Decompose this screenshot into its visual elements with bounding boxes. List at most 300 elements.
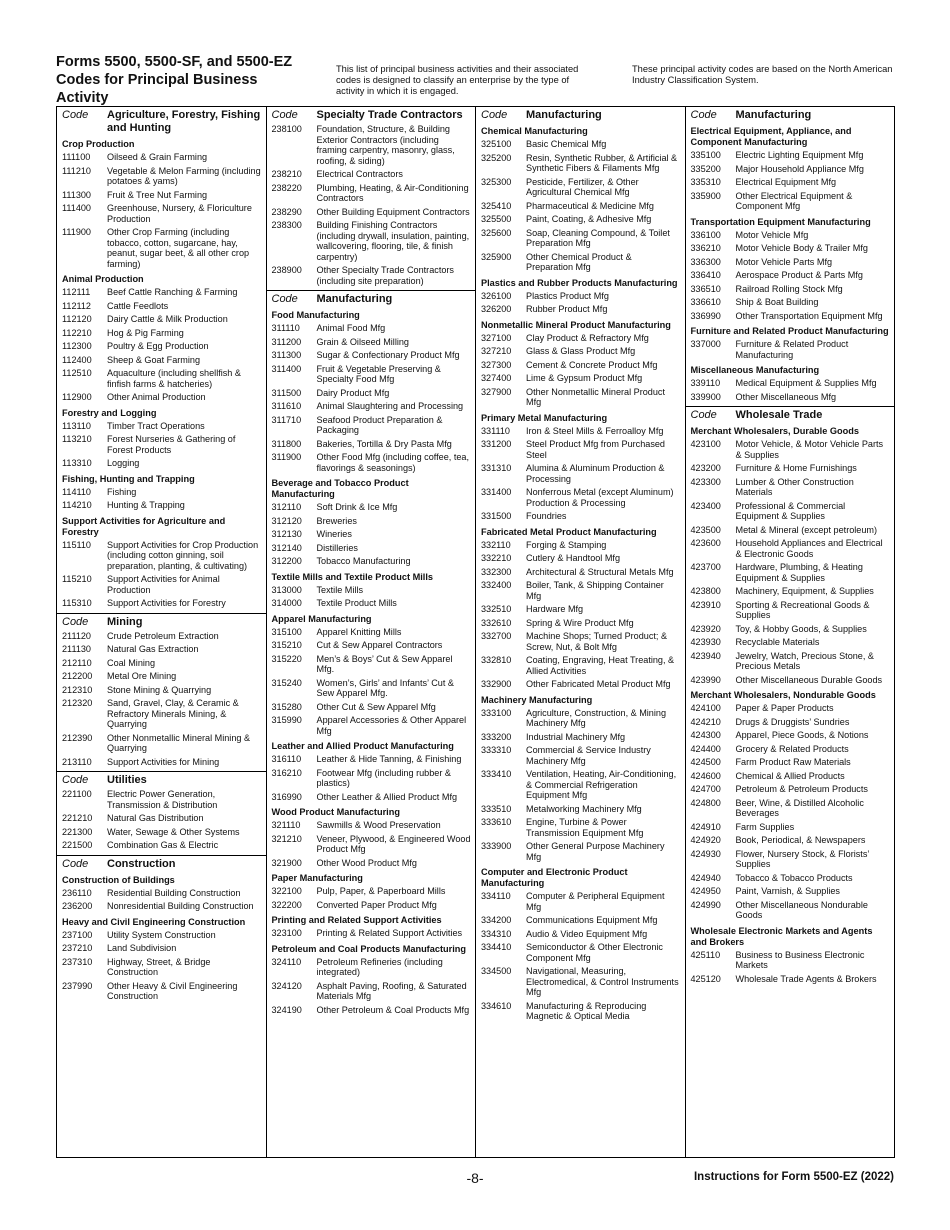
activity-description: Major Household Appliance Mfg xyxy=(735,163,864,174)
code-row xyxy=(57,189,266,203)
activity-description: Clay Product & Refractory Mfg xyxy=(526,332,649,343)
activity-code: 311610 xyxy=(271,401,302,411)
code-row xyxy=(57,812,266,826)
activity-description: Sugar & Confectionary Product Mfg xyxy=(316,350,460,360)
activity-code: 311500 xyxy=(271,387,302,398)
code-row xyxy=(686,797,895,821)
column-2 xyxy=(267,107,477,1157)
activity-code: 333900 xyxy=(481,841,512,851)
activity-code: 322200 xyxy=(271,899,302,910)
activity-code: 423200 xyxy=(690,463,721,473)
code-row xyxy=(267,767,476,791)
activity-description: Hunting & Trapping xyxy=(107,500,185,510)
code-row xyxy=(686,524,895,538)
code-row xyxy=(476,462,685,486)
activity-description: Sheep & Goat Farming xyxy=(107,354,201,365)
column-3 xyxy=(476,107,686,1157)
activity-code: 112400 xyxy=(62,354,92,365)
activity-code: 423600 xyxy=(690,538,721,548)
activity-description: Other Nonmetallic Mineral Mining & Quarrying xyxy=(107,732,251,753)
activity-code: 424950 xyxy=(690,886,721,896)
activity-description: Furniture & Related Product Manufacturing xyxy=(735,339,849,360)
activity-description: Agriculture, Construction, & Mining Machinery Mfg xyxy=(526,707,667,728)
activity-code: 112510 xyxy=(62,368,92,378)
code-row xyxy=(267,206,476,220)
activity-code: 424400 xyxy=(690,743,721,754)
group-heading: Apparel Manufacturing xyxy=(271,613,372,624)
activity-description: Drugs & Druggists’ Sundries xyxy=(735,716,850,727)
activity-code: 315990 xyxy=(271,715,302,725)
code-row xyxy=(686,537,895,561)
code-column-label: Code xyxy=(62,857,89,870)
code-row xyxy=(686,729,895,743)
group-heading: Primary Metal Manufacturing xyxy=(481,412,608,423)
activity-code: 326100 xyxy=(481,290,512,301)
activity-code: 311300 xyxy=(271,350,302,360)
activity-code: 236200 xyxy=(62,901,93,911)
activity-code: 423920 xyxy=(690,623,721,634)
activity-description: Household Appliances and Electrical & Electronic Goods xyxy=(735,538,883,559)
activity-description: Coal Mining xyxy=(107,657,156,668)
activity-description: Timber Tract Operations xyxy=(107,420,205,431)
code-row xyxy=(476,630,685,654)
code-row xyxy=(267,927,476,941)
section-title: Mining xyxy=(107,615,143,628)
code-row xyxy=(267,555,476,569)
activity-description: Cut & Sew Apparel Contractors xyxy=(316,640,443,650)
activity-description: Chemical & Allied Products xyxy=(735,770,845,781)
section-title: Manufacturing xyxy=(526,109,602,121)
code-row xyxy=(686,743,895,757)
activity-description: Natural Gas Distribution xyxy=(107,813,204,823)
industry-section xyxy=(686,107,895,407)
activity-code: 326200 xyxy=(481,304,512,314)
code-row xyxy=(57,929,266,943)
group-heading: Printing and Related Support Activities xyxy=(271,915,442,925)
activity-code: 312200 xyxy=(271,556,302,566)
activity-code: 315280 xyxy=(271,701,302,712)
activity-code: 336100 xyxy=(690,229,721,240)
activity-code: 331110 xyxy=(481,425,510,436)
activity-description: Tobacco Manufacturing xyxy=(316,556,411,566)
code-row xyxy=(267,885,476,899)
activity-description: Motor Vehicle Parts Mfg xyxy=(735,256,833,267)
code-row xyxy=(57,202,266,226)
activity-code: 221100 xyxy=(62,789,92,799)
code-row xyxy=(476,731,685,745)
code-row xyxy=(267,653,476,677)
code-row xyxy=(476,303,685,317)
activity-description: Footwear Mfg (including rubber & plastics) xyxy=(316,767,451,788)
code-row xyxy=(686,636,895,650)
activity-description: Vegetable & Melon Farming (including potatoes & yams) xyxy=(107,165,261,186)
code-row xyxy=(57,980,266,1004)
code-row xyxy=(57,499,266,513)
activity-description: Sawmills & Wood Preservation xyxy=(316,820,441,830)
activity-description: Other Heavy & Civil Engineering Construction xyxy=(107,980,238,1001)
code-row xyxy=(57,340,266,354)
code-row xyxy=(476,552,685,566)
activity-description: Electric Lighting Equipment Mfg xyxy=(735,150,864,160)
code-row xyxy=(57,887,266,901)
code-row xyxy=(686,949,895,973)
group-heading: Beverage and Tobacco Product Manufacturing xyxy=(271,478,409,499)
activity-code: 423800 xyxy=(690,586,721,596)
activity-description: Hardware, Plumbing, & Heating Equipment & Supplies xyxy=(735,562,863,583)
code-row xyxy=(267,515,476,529)
activity-code: 238220 xyxy=(271,182,302,193)
activity-code: 322100 xyxy=(271,886,302,896)
activity-code: 423500 xyxy=(690,524,721,535)
group-heading: Textile Mills and Textile Product Mills xyxy=(271,571,433,582)
activity-description: Ventilation, Heating, Air-Conditioning, & Commercial Refrigeration Equipment Mfg xyxy=(526,769,677,800)
section-title: Wholesale Trade xyxy=(735,409,823,421)
activity-code: 336610 xyxy=(690,297,721,307)
code-column-label: Code xyxy=(271,109,298,121)
activity-code: 213110 xyxy=(62,756,92,767)
activity-description: Electrical Equipment Mfg xyxy=(735,177,837,187)
code-row xyxy=(686,163,895,177)
activity-description: Other Building Equipment Contractors xyxy=(316,206,470,217)
code-row xyxy=(57,354,266,368)
code-row xyxy=(476,290,685,304)
code-row xyxy=(476,372,685,386)
code-row xyxy=(57,670,266,684)
code-row xyxy=(476,510,685,524)
activity-code: 424930 xyxy=(690,848,721,859)
code-row xyxy=(267,349,476,363)
activity-description: Electric Power Generation, Transmission & Distribution xyxy=(107,789,218,810)
activity-code: 337000 xyxy=(690,339,721,349)
code-row xyxy=(476,617,685,631)
activity-description: Support Activities for Forestry xyxy=(107,598,226,608)
group-heading: Transportation Equipment Manufacturing xyxy=(690,216,871,227)
activity-description: Ship & Boat Building xyxy=(735,297,819,307)
activity-description: Audio & Video Equipment Mfg xyxy=(526,928,648,939)
activity-code: 332110 xyxy=(481,539,511,550)
activity-description: Grain & Oilseed Milling xyxy=(316,336,409,347)
code-row xyxy=(476,914,685,928)
activity-description: Apparel, Piece Goods, & Notions xyxy=(735,730,869,740)
codes-table xyxy=(56,106,895,1158)
code-row xyxy=(267,363,476,387)
activity-code: 332300 xyxy=(481,566,512,577)
activity-code: 424910 xyxy=(690,821,721,832)
code-row xyxy=(267,123,476,168)
group-heading: Fishing, Hunting and Trapping xyxy=(62,473,195,484)
activity-code: 335200 xyxy=(690,163,721,174)
code-row xyxy=(267,677,476,701)
code-row xyxy=(686,899,895,923)
section-title: Manufacturing xyxy=(316,293,393,305)
group-heading: Petroleum and Coal Products Manufacturing xyxy=(271,943,466,954)
activity-code: 212310 xyxy=(62,684,93,695)
code-row xyxy=(267,899,476,913)
code-row xyxy=(686,783,895,797)
code-column-label: Code xyxy=(481,109,508,121)
code-row xyxy=(686,623,895,637)
activity-description: Other Nonmetallic Mineral Product Mfg xyxy=(526,386,665,407)
code-row xyxy=(476,200,685,214)
activity-code: 327100 xyxy=(481,332,512,343)
group-heading: Construction of Buildings xyxy=(62,874,175,885)
code-row xyxy=(476,707,685,731)
activity-description: Paper & Paper Products xyxy=(735,703,834,713)
activity-code: 424920 xyxy=(690,835,721,845)
activity-description: Textile Mills xyxy=(316,584,363,595)
activity-code: 312140 xyxy=(271,542,302,553)
activity-description: Industrial Machinery Mfg xyxy=(526,731,626,742)
group-heading: Crop Production xyxy=(62,139,135,149)
activity-code: 212320 xyxy=(62,698,93,708)
code-column-label: Code xyxy=(62,615,89,628)
activity-code: 334310 xyxy=(481,928,512,939)
activity-code: 315210 xyxy=(271,640,302,650)
activity-description: Nonresidential Building Construction xyxy=(107,901,254,911)
industry-section xyxy=(267,291,476,1019)
activity-description: Highway, Street, & Bridge Construction xyxy=(107,956,211,977)
activity-code: 113210 xyxy=(62,434,92,444)
code-row xyxy=(686,770,895,784)
activity-code: 333200 xyxy=(481,731,512,742)
code-row xyxy=(57,630,266,644)
industry-section xyxy=(57,772,266,856)
page-title: Forms 5500, 5500-SF, and 5500-EZ Codes for Principal Business Activity xyxy=(56,54,293,106)
activity-code: 112900 xyxy=(62,392,92,402)
activity-description: Converted Paper Product Mfg xyxy=(316,899,437,910)
activity-code: 311400 xyxy=(271,363,302,374)
code-row xyxy=(267,1004,476,1018)
activity-code: 424700 xyxy=(690,784,721,794)
code-row xyxy=(267,701,476,715)
activity-code: 333310 xyxy=(481,745,512,755)
code-column-label: Code xyxy=(271,293,298,305)
activity-code: 238210 xyxy=(271,169,302,179)
activity-description: Computer & Peripheral Equipment Mfg xyxy=(526,891,665,912)
code-row xyxy=(267,639,476,653)
activity-description: Pharmaceutical & Medicine Mfg xyxy=(526,200,654,211)
activity-code: 423910 xyxy=(690,599,721,610)
group-heading: Fabricated Metal Product Manufacturing xyxy=(481,526,657,537)
activity-code: 313000 xyxy=(271,584,302,595)
code-row xyxy=(476,227,685,251)
code-row xyxy=(57,367,266,391)
activity-code: 332700 xyxy=(481,631,512,641)
code-row xyxy=(267,322,476,336)
activity-code: 311900 xyxy=(271,452,302,462)
code-row xyxy=(686,176,895,190)
code-row xyxy=(686,462,895,476)
code-row xyxy=(267,414,476,438)
activity-description: Beer, Wine, & Distilled Alcoholic Beverages xyxy=(735,797,864,818)
industry-section xyxy=(57,856,266,1006)
code-row xyxy=(686,973,895,987)
activity-code: 111300 xyxy=(62,189,91,200)
code-column-label: Code xyxy=(690,409,717,421)
activity-description: Steel Product Mfg from Purchased Steel xyxy=(526,439,665,460)
activity-code: 424940 xyxy=(690,872,721,883)
activity-code: 332810 xyxy=(481,655,512,665)
code-row xyxy=(267,714,476,738)
activity-description: Lime & Gypsum Product Mfg xyxy=(526,373,643,383)
activity-description: Machinery, Equipment, & Supplies xyxy=(735,586,874,596)
activity-description: Other Crop Farming (including tobacco, cotton, sugarcane, hay, peanut, sugar beet, & all other crop farming) xyxy=(107,227,250,269)
activity-code: 334500 xyxy=(481,966,512,976)
code-row xyxy=(686,674,895,688)
code-row xyxy=(476,386,685,410)
activity-code: 237100 xyxy=(62,929,93,940)
code-row xyxy=(476,603,685,617)
activity-description: Paint, Varnish, & Supplies xyxy=(735,886,840,896)
code-row xyxy=(686,149,895,163)
code-row xyxy=(686,242,895,256)
section-title: Specialty Trade Contractors xyxy=(316,109,463,121)
code-row xyxy=(57,327,266,341)
activity-description: Grocery & Related Products xyxy=(735,743,849,754)
code-row xyxy=(57,732,266,756)
activity-code: 423700 xyxy=(690,562,721,572)
code-row xyxy=(57,391,266,405)
code-row xyxy=(57,643,266,657)
activity-description: Jewelry, Watch, Precious Stone, & Precious Metals xyxy=(735,650,874,671)
code-row xyxy=(686,310,895,324)
code-row xyxy=(476,438,685,462)
section-title: Construction xyxy=(107,857,176,870)
activity-code: 336990 xyxy=(690,310,721,321)
activity-code: 112210 xyxy=(62,327,92,338)
activity-code: 424210 xyxy=(690,716,721,727)
activity-description: Stone Mining & Quarrying xyxy=(107,684,212,695)
code-row xyxy=(267,438,476,452)
activity-description: Railroad Rolling Stock Mfg xyxy=(735,283,843,294)
group-heading: Computer and Electronic Product Manufacturing xyxy=(481,867,628,888)
activity-code: 324110 xyxy=(271,956,302,967)
activity-code: 112111 xyxy=(62,287,91,297)
section-header xyxy=(476,107,685,123)
code-row xyxy=(57,942,266,956)
code-row xyxy=(476,213,685,227)
activity-code: 221300 xyxy=(62,826,93,837)
group-heading: Heavy and Civil Engineering Construction xyxy=(62,916,246,927)
activity-description: Communications Equipment Mfg xyxy=(526,915,658,925)
activity-description: Pulp, Paper, & Paperboard Mills xyxy=(316,886,446,896)
code-row xyxy=(57,539,266,574)
group-heading: Support Activities for Agriculture and Forestry xyxy=(62,515,226,537)
activity-description: Wineries xyxy=(316,529,352,539)
activity-description: Printing & Related Support Activities xyxy=(316,928,463,938)
activity-description: Other Petroleum & Coal Products Mfg xyxy=(316,1004,470,1015)
activity-description: Animal Food Mfg xyxy=(316,323,386,333)
activity-code: 325500 xyxy=(481,214,512,224)
activity-code: 311110 xyxy=(271,323,300,333)
activity-description: Fishing xyxy=(107,486,137,497)
page-number: -8- xyxy=(466,1170,484,1186)
code-row xyxy=(267,501,476,515)
activity-description: Apparel Accessories & Other Apparel Mfg xyxy=(316,715,467,736)
activity-description: Other Animal Production xyxy=(107,392,206,402)
activity-code: 115310 xyxy=(62,598,92,608)
activity-description: Other Cut & Sew Apparel Mfg xyxy=(316,701,436,712)
code-row xyxy=(267,542,476,556)
activity-code: 112120 xyxy=(62,314,92,324)
code-row xyxy=(686,834,895,848)
code-row xyxy=(267,584,476,598)
activity-code: 332610 xyxy=(481,617,512,628)
activity-description: Building Finishing Contractors (including drywall, insulation, painting, wallcovering, flooring, tile, & finish carpentry) xyxy=(316,220,470,262)
code-row xyxy=(267,168,476,182)
activity-description: Distilleries xyxy=(316,542,358,553)
code-row xyxy=(57,420,266,434)
code-row xyxy=(57,300,266,314)
activity-code: 211120 xyxy=(62,630,91,641)
activity-description: Other Wood Product Mfg xyxy=(316,857,417,868)
activity-code: 325600 xyxy=(481,227,512,238)
activity-code: 325200 xyxy=(481,152,512,163)
code-row xyxy=(476,678,685,692)
activity-code: 334110 xyxy=(481,891,511,901)
activity-description: Cement & Concrete Product Mfg xyxy=(526,359,658,370)
activity-code: 327210 xyxy=(481,346,512,356)
activity-code: 236110 xyxy=(62,887,92,898)
code-row xyxy=(57,486,266,500)
group-heading: Wood Product Manufacturing xyxy=(271,807,400,817)
activity-description: Cattle Feedlots xyxy=(107,300,169,311)
group-heading: Forestry and Logging xyxy=(62,407,157,418)
activity-code: 327300 xyxy=(481,359,512,370)
code-row xyxy=(267,819,476,833)
code-row xyxy=(686,500,895,524)
activity-code: 114210 xyxy=(62,500,92,510)
activity-description: Asphalt Paving, Roofing, & Saturated Materials Mfg xyxy=(316,980,467,1001)
code-row xyxy=(686,650,895,674)
activity-description: Oilseed & Grain Farming xyxy=(107,152,208,162)
activity-code: 333410 xyxy=(481,769,512,779)
code-row xyxy=(57,956,266,980)
activity-code: 237990 xyxy=(62,980,93,991)
activity-description: Bakeries, Tortilla & Dry Pasta Mfg xyxy=(316,438,452,449)
activity-code: 238300 xyxy=(271,220,302,230)
activity-description: Logging xyxy=(107,458,140,468)
activity-description: Animal Slaughtering and Processing xyxy=(316,401,464,411)
activity-description: Other Leather & Allied Product Mfg xyxy=(316,791,458,802)
activity-description: Land Subdivision xyxy=(107,943,177,953)
activity-code: 221210 xyxy=(62,813,93,823)
code-column-label: Code xyxy=(62,774,89,786)
activity-code: 314000 xyxy=(271,598,302,608)
activity-description: Farm Product Raw Materials xyxy=(735,757,851,767)
code-row xyxy=(476,744,685,768)
group-heading: Nonmetallic Mineral Product Manufacturing xyxy=(481,319,671,330)
activity-code: 312130 xyxy=(271,529,302,539)
naics-note: These principal activity codes are based on the North American Industry Classification System. xyxy=(632,64,893,86)
activity-code: 114110 xyxy=(62,486,91,497)
code-row xyxy=(686,561,895,585)
activity-description: Soap, Cleaning Compound, & Toilet Preparation Mfg xyxy=(526,227,670,248)
activity-code: 111900 xyxy=(62,227,91,237)
column-4 xyxy=(686,107,895,1157)
activity-description: Petroleum Refineries (including integrated) xyxy=(316,956,443,977)
activity-code: 336510 xyxy=(690,283,721,294)
activity-description: Farm Supplies xyxy=(735,821,795,832)
activity-code: 238290 xyxy=(271,206,302,217)
code-row xyxy=(267,980,476,1004)
activity-code: 324190 xyxy=(271,1004,302,1015)
code-row xyxy=(476,928,685,942)
activity-code: 113310 xyxy=(62,458,92,468)
code-row xyxy=(686,338,895,362)
activity-code: 115210 xyxy=(62,574,92,584)
code-row xyxy=(267,956,476,980)
